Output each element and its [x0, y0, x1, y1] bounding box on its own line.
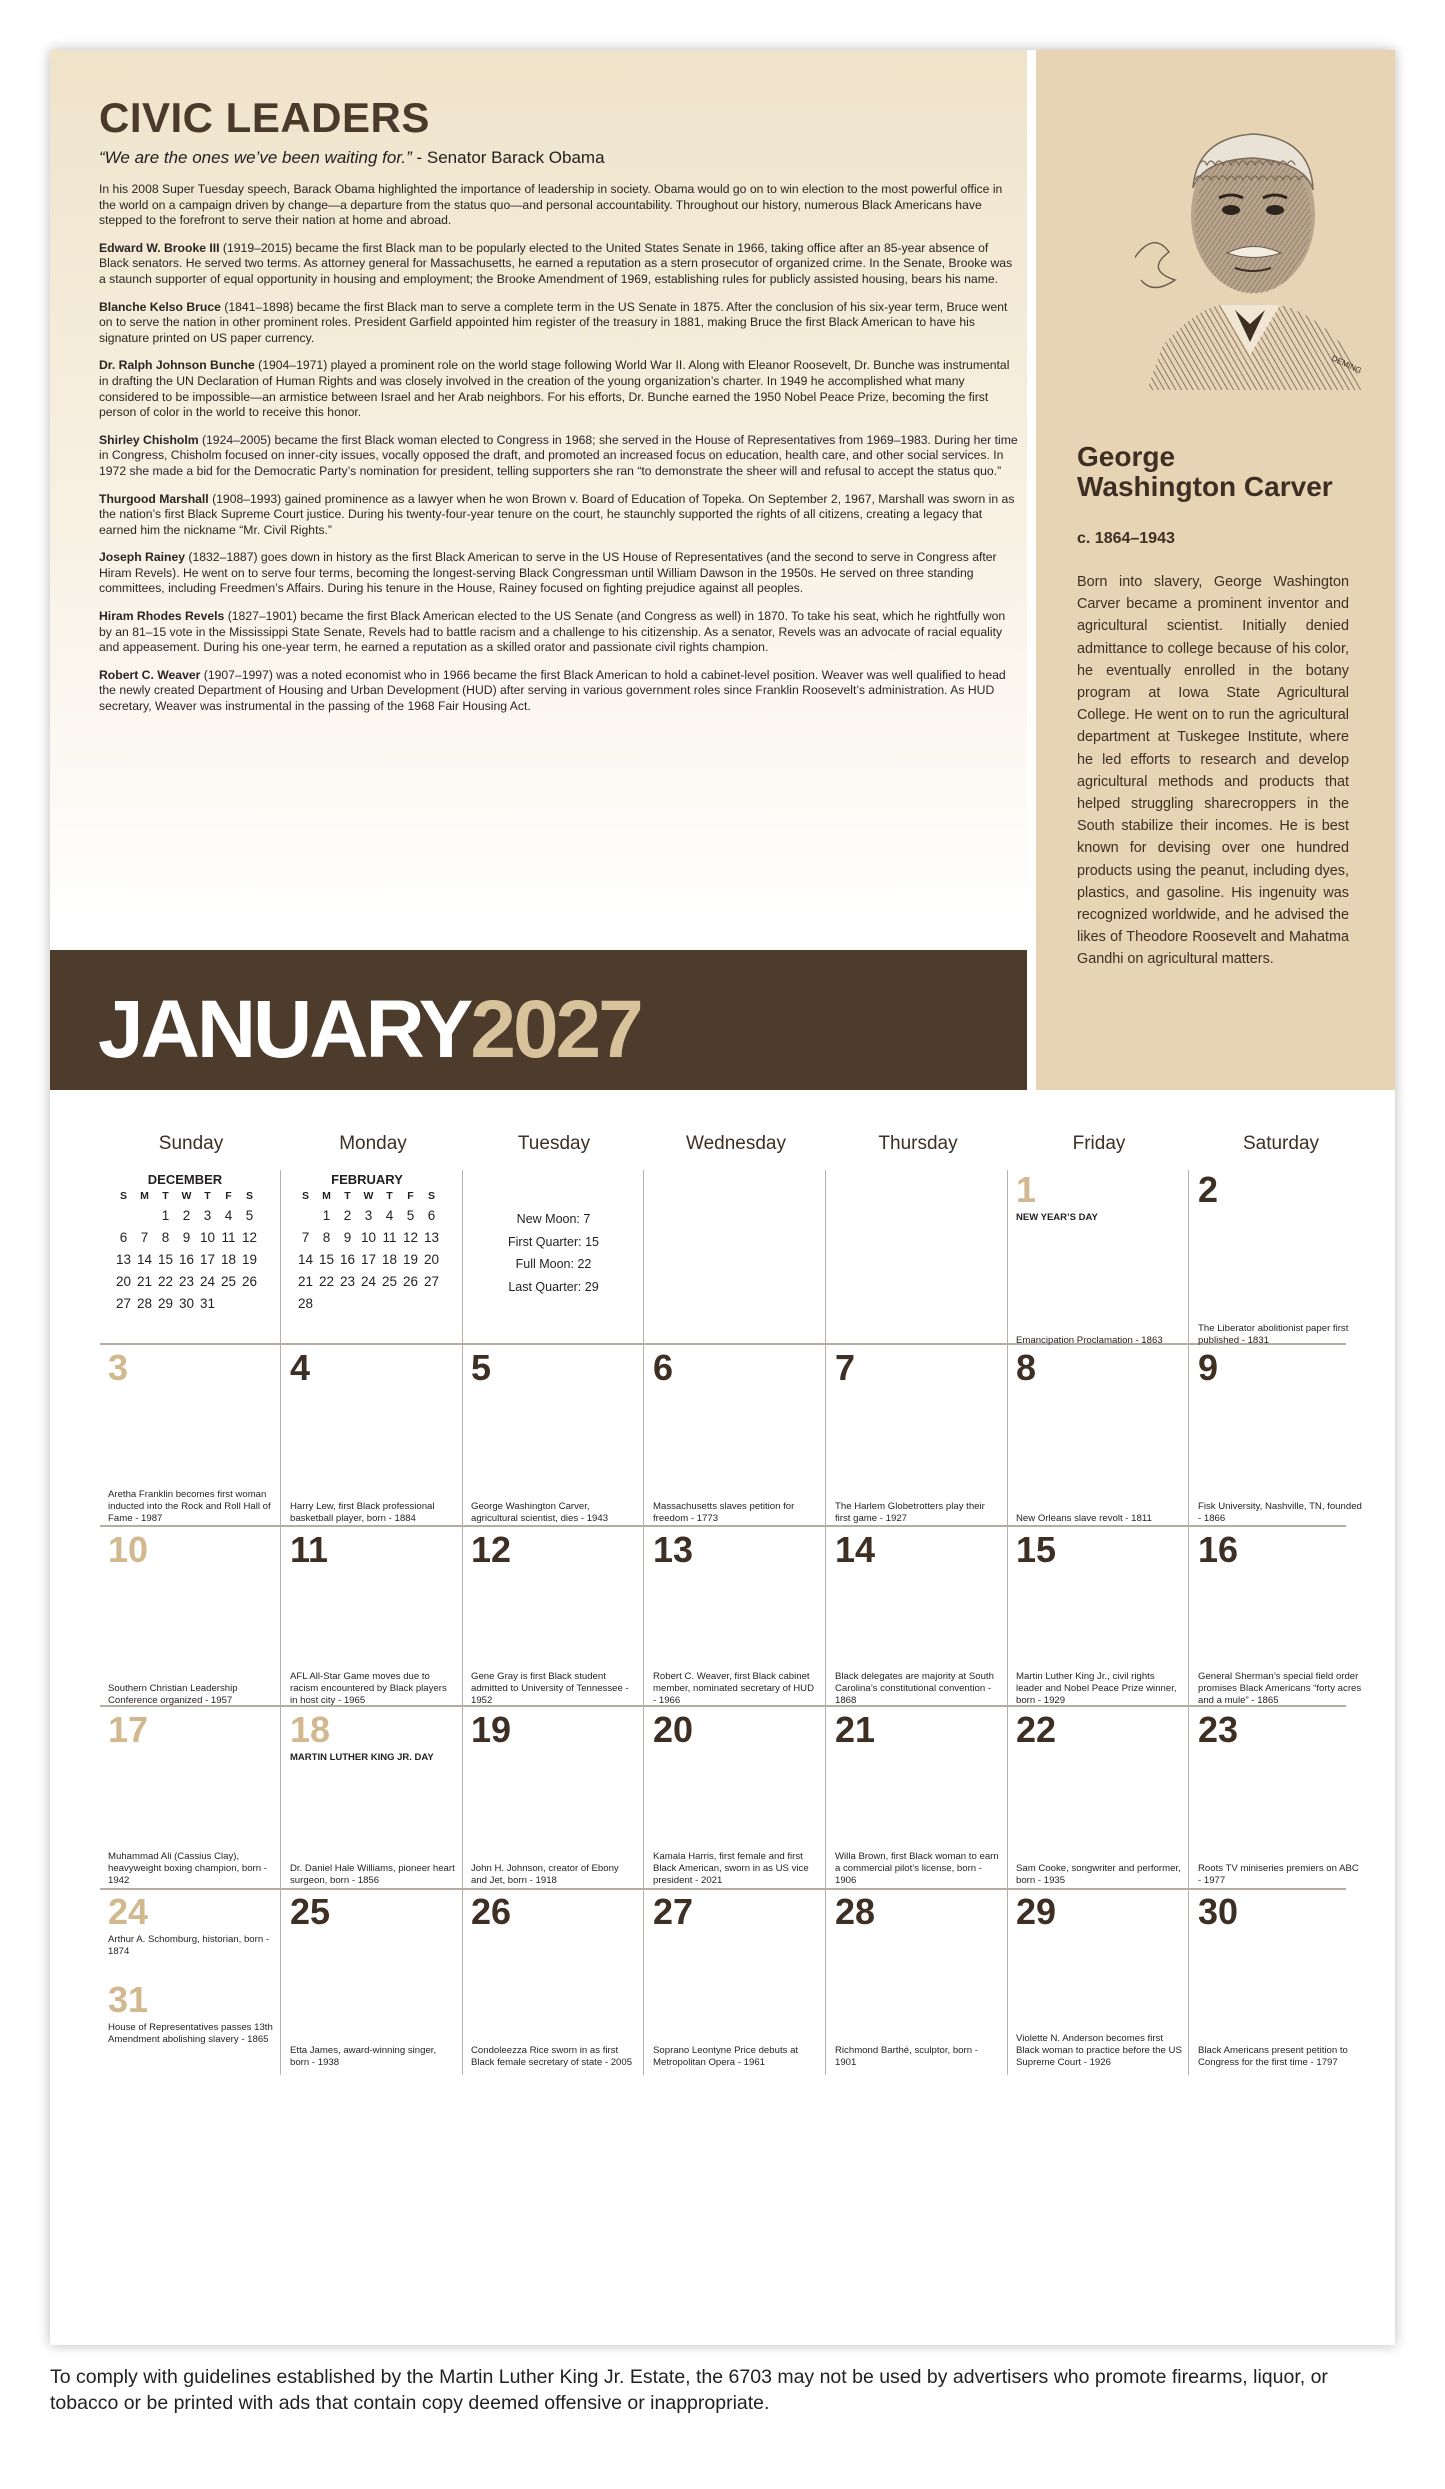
day-event: Kamala Harris, first female and first Black American, sworn in as US vice president - 2021 [653, 1851, 809, 1886]
day-cell [282, 1892, 463, 2075]
day-cell [1190, 1348, 1371, 1531]
mini-day: 7 [140, 1230, 149, 1245]
calendar-page [50, 50, 1395, 2345]
mini-day: 13 [115, 1252, 132, 1267]
day-event: Roots TV miniseries premiers on ABC - 1977 [1198, 1863, 1359, 1886]
day-event: Willa Brown, first Black woman to earn a commercial pilot’s license, born - 1906 [835, 1851, 999, 1886]
day-event: Muhammad Ali (Cassius Clay), heavyweight boxing champion, born - 1942 [108, 1851, 267, 1886]
mini-day: 6 [119, 1230, 128, 1245]
day-cell [645, 1892, 826, 2075]
article-paragraph [99, 609, 1019, 656]
mini-day [295, 1205, 316, 1227]
year: 2027 [470, 984, 641, 1075]
day-event: Massachusetts slaves petition for freedom - 1773 [653, 1501, 795, 1524]
day-event: Southern Christian Leadership Conference organized - 1957 [108, 1683, 238, 1706]
mini-day: 22 [318, 1274, 335, 1289]
paragraph-text: (1924–2005) became the first Black woman elected to Congress in 1968; she served in the House of Representatives from 1969–1983. During her time in Congress, Chisholm focused on inner-city issues, vocally opposed the draft, and promoted an increased focus on education, health care, and other social services. In 1972 she made a bid for the Democratic Party’s nomination for president, telling supporters she ran “to demonstrate the sheer will and refusal to accept the status quo.” [99, 432, 1018, 478]
moon-phase: First Quarter: 15 [508, 1234, 599, 1249]
mini-weekday: W [181, 1190, 192, 1202]
day-number: 22 [1016, 1709, 1057, 1750]
featured-name-line1: George [1077, 441, 1176, 472]
day-event: Gene Gray is first Black student admitted to University of Tennessee - 1952 [471, 1671, 629, 1706]
day-number: 27 [653, 1891, 694, 1932]
day-number: 18 [290, 1709, 331, 1750]
day-cell [100, 1892, 281, 2075]
day-event: John H. Johnson, creator of Ebony and Jet, born - 1918 [471, 1863, 619, 1886]
day-event: George Washington Carver, agricultural scientist, dies - 1943 [471, 1501, 609, 1524]
paragraph-lead: Joseph Rainey [99, 550, 186, 565]
mini-day: 24 [360, 1274, 377, 1289]
day-number: 31 [108, 1979, 149, 2020]
article-paragraph [99, 550, 1019, 597]
mini-day: 3 [203, 1208, 212, 1223]
day-cell [1008, 1530, 1189, 1713]
day-event: Arthur A. Schomburg, historian, born - 1874 [108, 1934, 270, 1957]
day-event: Soprano Leontyne Price debuts at Metropolitan Opera - 1961 [653, 2045, 799, 2068]
mini-day: 17 [360, 1252, 377, 1267]
quote-author: - Senator Barack Obama [411, 148, 605, 167]
mini-day: 12 [241, 1230, 258, 1245]
mini-weekday: M [140, 1190, 149, 1202]
featured-dates: c. 1864–1943 [1077, 530, 1175, 547]
mini-day: 22 [157, 1274, 174, 1289]
mini-weekday: S [245, 1190, 253, 1202]
article-paragraph [99, 433, 1019, 480]
mini-weekday: T [162, 1190, 169, 1202]
day-number: 15 [1016, 1529, 1057, 1570]
mini-day: 26 [402, 1274, 419, 1289]
mini-day: 31 [199, 1296, 216, 1311]
mini-day: 30 [178, 1296, 195, 1311]
day-event: Dr. Daniel Hale Williams, pioneer heart surgeon, born - 1856 [290, 1863, 455, 1886]
day-cell [645, 1530, 826, 1713]
quote-text: “We are the ones we’ve been waiting for.” [99, 148, 412, 167]
paragraph-lead: Blanche Kelso Bruce [99, 299, 221, 314]
mini-weekday: T [204, 1190, 211, 1202]
mini-day: 3 [364, 1208, 373, 1223]
month-title [98, 985, 641, 1075]
paragraph-lead: Edward W. Brooke III [99, 240, 220, 255]
article-paragraph [99, 668, 1019, 715]
article-paragraph [99, 300, 1019, 347]
paragraph-lead: Shirley Chisholm [99, 432, 199, 447]
day-event: Aretha Franklin becomes first woman inducted into the Rock and Roll Hall of Fame - 1987 [108, 1489, 271, 1524]
day-cell [827, 1530, 1008, 1713]
paragraph-text: (1919–2015) became the first Black man to be popularly elected to the United States Senate in 1966, taking office after an 85-year absence of Black senators. He served two terms. As attorney general for Massachusetts, he earned a reputation as a stern prosecutor of organized crime. In the Senate, Brooke was a staunch supporter of equal opportunity in housing and employment; the Brooke Amendment of 1969, establishing rules for publicly assisted housing, bears his name. [99, 240, 1013, 286]
day-number: 9 [1198, 1347, 1219, 1388]
mini-weekday: S [427, 1190, 435, 1202]
article-paragraph [99, 358, 1019, 420]
mini-day: 18 [220, 1252, 237, 1267]
mini-day: 16 [178, 1252, 195, 1267]
mini-day: 9 [182, 1230, 191, 1245]
weekday-header: Tuesday [517, 1133, 591, 1154]
day-number: 5 [471, 1347, 492, 1388]
day-number: 25 [290, 1891, 331, 1932]
moon-phase: Full Moon: 22 [515, 1257, 592, 1271]
mini-day: 25 [381, 1274, 398, 1289]
paragraph-text: In his 2008 Super Tuesday speech, Barack Obama highlighted the importance of leadership in society. Obama would go on to win election to the most powerful office in the world on a campaign driven by change—a departure from the status quo—and personal accountability. Throughout our history, numerous Black Americans have stepped to the forefront to serve their nation at home and abroad. [99, 182, 1003, 228]
day-cell [1008, 1892, 1189, 2075]
paragraph-text: (1832–1887) goes down in history as the first Black American to serve in the US House of Representatives (and the second to serve in Congress after Hiram Revels). He went on to serve four terms, becoming the longest-serving Black Congressman until William Dawson in the 1950s. He served on three standing committees, including Freedmen’s Affairs. During his tenure in the House, Rainey focused on fighting prejudice against all peoples. [99, 550, 997, 596]
day-event: Violette N. Anderson becomes first Black woman to practice before the US Supreme Court - 1926 [1016, 2033, 1182, 2068]
paragraph-lead: Thurgood Marshall [99, 491, 209, 506]
day-number: 21 [835, 1709, 876, 1750]
day-event: The Harlem Globetrotters play their first game - 1927 [835, 1501, 985, 1524]
day-cell [100, 1348, 281, 1531]
day-cell [282, 1348, 463, 1531]
article-paragraph [99, 241, 1019, 288]
day-cell [463, 1892, 644, 2075]
day-cell [463, 1530, 644, 1713]
mini-day: 20 [423, 1252, 440, 1267]
mini-calendar-december [110, 1172, 270, 1315]
day-cell [645, 1170, 826, 1353]
day-number: 29 [1016, 1891, 1057, 1932]
mini-day: 26 [241, 1274, 258, 1289]
mini-day [134, 1205, 155, 1227]
carver-portrait [1135, 110, 1365, 400]
mini-calendar-grid [295, 1187, 452, 1315]
article-body [99, 182, 1019, 727]
mini-day: 20 [115, 1274, 132, 1289]
mini-day: 21 [297, 1274, 314, 1289]
day-event: Black delegates are majority at South Carolina’s constitutional convention - 1868 [835, 1671, 994, 1706]
day-number: 4 [290, 1347, 311, 1388]
mini-day: 15 [318, 1252, 335, 1267]
mini-weekday: F [225, 1190, 232, 1202]
mini-day: 1 [322, 1208, 331, 1223]
mini-weekday: S [119, 1190, 127, 1202]
quote [99, 148, 999, 168]
day-cell [1190, 1710, 1371, 1893]
mini-weekday: F [407, 1190, 414, 1202]
artist-signature: DEMING [1330, 353, 1363, 376]
holiday-label: NEW YEAR’S DAY [1016, 1212, 1098, 1223]
day-cell [282, 1530, 463, 1713]
mini-day: 14 [297, 1252, 314, 1267]
day-event: Condoleezza Rice sworn in as first Black female secretary of state - 2005 [471, 2045, 633, 2068]
mini-day: 4 [224, 1208, 233, 1223]
featured-name [1077, 442, 1333, 502]
holiday-label: MARTIN LUTHER KING JR. DAY [290, 1752, 434, 1763]
day-cell [1008, 1170, 1189, 1353]
mini-day: 27 [115, 1296, 132, 1311]
mini-day: 1 [161, 1208, 170, 1223]
mini-day: 11 [382, 1230, 397, 1245]
mini-day: 17 [199, 1252, 216, 1267]
day-cell [282, 1170, 463, 1353]
day-cell [1008, 1710, 1189, 1893]
day-number: 13 [653, 1529, 694, 1570]
day-number: 30 [1198, 1891, 1239, 1932]
mini-day: 15 [157, 1252, 174, 1267]
day-number: 19 [471, 1709, 512, 1750]
mini-day: 24 [199, 1274, 216, 1289]
day-cell [827, 1710, 1008, 1893]
featured-bio: Born into slavery, George Washington Carver became a prominent inventor and agricultural scientist. Initially denied admittance to college because of his color, he eventually enrolled in the botany program at Iowa State Agricultural College. He went on to run the agricultural department at Tuskegee Institute, where he led efforts to research and develop agricultural methods and products that helped struggling sharecroppers in the South stabilize their incomes. He is best known for devising over one hundred products using the peanut, including dyes, plastics, and gasoline. His ingenuity was recognized worldwide, and he advised the likes of Theodore Roosevelt and Mahatma Gandhi on agricultural matters. [1077, 574, 1349, 968]
mini-day: 10 [199, 1230, 216, 1245]
day-number: 11 [290, 1529, 329, 1570]
day-cell [645, 1348, 826, 1531]
weekday-header: Monday [339, 1133, 407, 1154]
day-event: New Orleans slave revolt - 1811 [1016, 1513, 1152, 1524]
mini-day: 2 [182, 1208, 191, 1223]
mini-day: 4 [385, 1208, 394, 1223]
paragraph-lead: Robert C. Weaver [99, 667, 201, 682]
mini-day: 16 [339, 1252, 356, 1267]
day-event: AFL All-Star Game moves due to racism encountered by Black players in host city - 1965 [290, 1671, 447, 1706]
day-cell [463, 1170, 644, 1353]
day-number: 24 [108, 1891, 149, 1932]
day-cell [100, 1710, 281, 1893]
day-event: Robert C. Weaver, first Black cabinet member, nominated secretary of HUD - 1966 [653, 1671, 815, 1706]
day-cell [100, 1170, 281, 1353]
day-number: 26 [471, 1891, 512, 1932]
day-number: 20 [653, 1709, 694, 1750]
mini-day: 25 [220, 1274, 237, 1289]
day-event: Martin Luther King Jr., civil rights leader and Nobel Peace Prize winner, born - 1929 [1016, 1671, 1177, 1706]
mini-day: 18 [381, 1252, 398, 1267]
day-number: 2 [1198, 1169, 1219, 1210]
mini-day: 10 [360, 1230, 377, 1245]
day-event: Etta James, award-winning singer, born - 1938 [290, 2045, 437, 2068]
moon-phases [463, 1208, 644, 1298]
paragraph-text: (1904–1971) played a prominent role on the world stage following World War II. Along with Eleanor Roosevelt, Dr. Bunche was instrumental in drafting the UN Declaration of Human Rights and was closely involved in the creation of the young organization’s charter. In 1949 he accomplished what many considered to be impossible—an armistice between Israel and her Arab neighbors. For his efforts, Dr. Bunche earned the 1950 Nobel Peace Prize, becoming the first person of color in the world to receive this honor. [99, 358, 1010, 420]
day-cell [100, 1530, 281, 1713]
day-number: 23 [1198, 1709, 1239, 1750]
weekday-header: Wednesday [686, 1133, 786, 1154]
day-event: The Liberator abolitionist paper first published - 1831 [1198, 1323, 1349, 1346]
day-event: Black Americans present petition to Congress for the first time - 1797 [1198, 2045, 1348, 2068]
mini-calendar-february [292, 1172, 452, 1315]
mini-day: 8 [322, 1230, 331, 1245]
month-name: JANUARY [98, 984, 471, 1075]
day-event: Harry Lew, first Black professional basketball player, born - 1884 [290, 1501, 435, 1524]
day-cell [827, 1892, 1008, 2075]
mini-day: 9 [343, 1230, 352, 1245]
day-number: 16 [1198, 1529, 1239, 1570]
article-paragraph [99, 492, 1019, 539]
day-event: Sam Cooke, songwriter and performer, born - 1935 [1016, 1863, 1181, 1886]
day-event: Richmond Barthé, sculptor, born - 1901 [835, 2045, 978, 2068]
section-title: CIVIC LEADERS [99, 94, 430, 141]
mini-day: 23 [178, 1274, 195, 1289]
mini-day: 21 [136, 1274, 153, 1289]
day-event: General Sherman’s special field order promises Black Americans “forty acres and a mule” - 1865 [1198, 1671, 1362, 1706]
day-event: Emancipation Proclamation - 1863 [1016, 1335, 1163, 1346]
mini-day: 23 [339, 1274, 356, 1289]
day-event: House of Representatives passes 13th Amendment abolishing slavery - 1865 [108, 2022, 273, 2045]
day-number: 28 [835, 1891, 876, 1932]
mini-calendar-grid [113, 1187, 270, 1315]
mini-weekday: S [301, 1190, 309, 1202]
mini-day [113, 1205, 134, 1227]
day-number: 6 [653, 1347, 674, 1388]
mini-weekday: M [322, 1190, 331, 1202]
paragraph-lead: Dr. Ralph Johnson Bunche [99, 358, 255, 373]
day-cell [1190, 1170, 1371, 1353]
mini-day: 27 [423, 1274, 440, 1289]
mini-day: 28 [297, 1296, 314, 1311]
mini-day: 11 [221, 1230, 236, 1245]
weekday-header: Saturday [1242, 1133, 1320, 1154]
moon-phase: Last Quarter: 29 [508, 1279, 599, 1294]
day-number: 7 [835, 1347, 856, 1388]
mini-weekday: T [386, 1190, 393, 1202]
weekday-header: Sunday [158, 1133, 224, 1154]
mini-day: 29 [157, 1296, 174, 1311]
mini-day: 19 [402, 1252, 419, 1267]
day-cell [827, 1348, 1008, 1531]
mini-weekday: T [344, 1190, 351, 1202]
day-cell [282, 1710, 463, 1893]
day-number: 14 [835, 1529, 876, 1570]
mini-day: 12 [402, 1230, 419, 1245]
mini-day: 2 [343, 1208, 352, 1223]
day-number: 3 [108, 1347, 129, 1388]
day-cell [1190, 1530, 1371, 1713]
mini-day: 5 [406, 1208, 415, 1223]
day-cell [1190, 1892, 1371, 2075]
paragraph-text: (1908–1993) gained prominence as a lawyer when he won Brown v. Board of Education of Topeka. On September 2, 1967, Marshall was sworn in as the nation’s first Black Supreme Court justice. During his twenty-four-year tenure on the court, he staunchly supported the rights of all citizens, creating a legacy that earned him the nickname “Mr. Civil Rights.” [99, 491, 1015, 537]
mini-day: 8 [161, 1230, 170, 1245]
day-event: Fisk University, Nashville, TN, founded - 1866 [1198, 1501, 1362, 1524]
day-cell [1008, 1348, 1189, 1531]
day-cell [463, 1710, 644, 1893]
day-cell [463, 1348, 644, 1531]
weekday-header: Thursday [878, 1133, 958, 1154]
mini-calendar-title: DECEMBER [147, 1172, 223, 1187]
mini-day: 14 [136, 1252, 153, 1267]
paragraph-lead: Hiram Rhodes Revels [99, 609, 225, 624]
mini-day: 13 [423, 1230, 440, 1245]
paragraph-text: (1907–1997) was a noted economist who in 1966 became the first Black American to hold a cabinet-level position. Weaver was well qualified to head the newly created Department of Housing and Urban Development (HUD) after serving in various government roles since Franklin Roosevelt’s administration. As HUD secretary, Weaver was instrumental in the passing of the 1968 Fair Housing Act. [99, 667, 1006, 714]
weekday-header: Friday [1072, 1133, 1126, 1154]
featured-name-line2: Washington Carver [1077, 471, 1333, 502]
mini-day: 6 [427, 1208, 436, 1223]
footer-disclaimer: To comply with guidelines established by the Martin Luther King Jr. Estate, the 6703 may not be used by advertisers who promote firearms, liquor, or tobacco or be printed with ads that contain copy deemed offensive or inappropriate. [50, 2366, 1328, 2414]
day-cell [645, 1710, 826, 1893]
day-cell [827, 1170, 1008, 1353]
day-number: 8 [1016, 1347, 1037, 1388]
mini-day: 5 [245, 1208, 254, 1223]
mini-day: 28 [136, 1296, 153, 1311]
mini-day: 7 [301, 1230, 310, 1245]
day-number: 12 [471, 1529, 512, 1570]
mini-calendar-title: FEBRUARY [331, 1172, 403, 1187]
mini-weekday: W [363, 1190, 374, 1202]
moon-phase: New Moon: 7 [516, 1212, 591, 1226]
day-number: 17 [108, 1709, 149, 1750]
day-number: 10 [108, 1529, 149, 1570]
paragraph-text: (1841–1898) became the first Black man to serve a complete term in the US Senate in 1875. After the conclusion of his six-year term, Bruce went on to serve the nation in other prominent roles. President Garfield appointed him register of the treasury in 1881, making Bruce the first Black American to have his signature printed on US paper currency. [99, 299, 1008, 345]
paragraph-text: (1827–1901) became the first Black American elected to the US Senate (and Congress as well) in 1870. To take his seat, which he rightfully won by an 81–15 vote in the Mississippi State Senate, Revels had to battle racism and a challenge to his citizenship. As a senator, Revels was an advocate of racial equality and appeasement. During his one-year term, he earned a reputation as a skilled orator and passionate civil rights champion. [99, 609, 1006, 655]
mini-day: 19 [241, 1252, 258, 1267]
day-number: 1 [1016, 1169, 1037, 1210]
article-paragraph [99, 182, 1019, 229]
